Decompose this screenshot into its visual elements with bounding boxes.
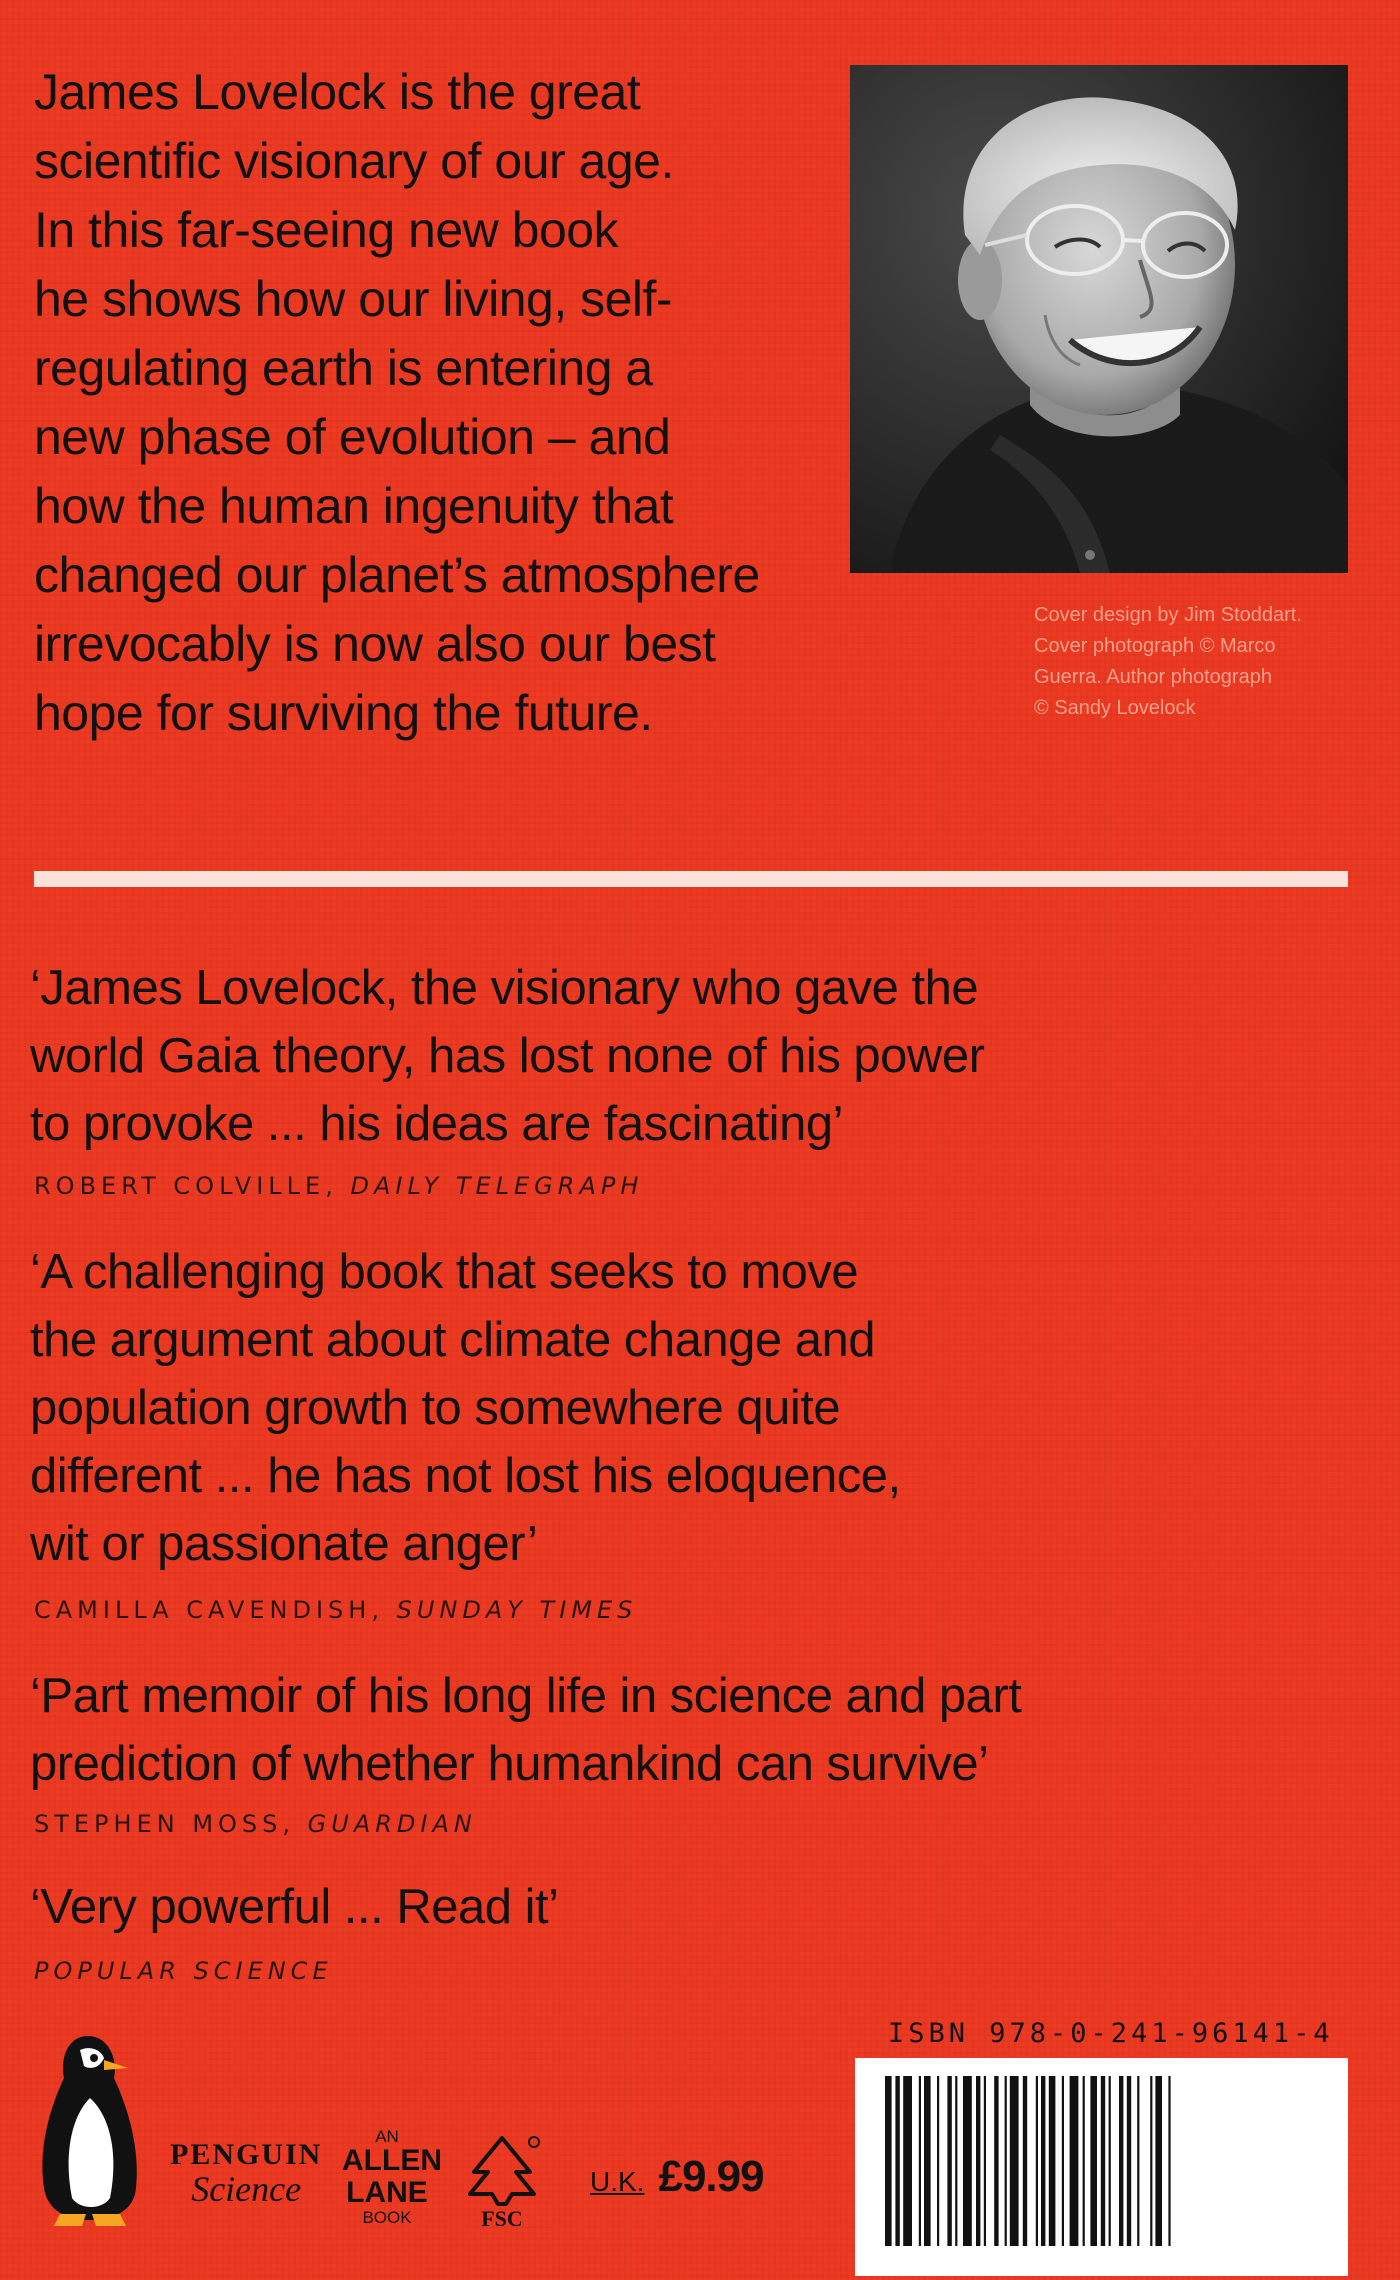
quote-line: different ... he has not lost his eloquence, [30,1449,901,1503]
credits-line: Guerra. Author photograph [1034,666,1272,688]
barcode-bar [1010,2076,1019,2246]
quote-line: wit or passionate anger’ [30,1517,538,1571]
author-photo [850,65,1348,573]
blurb-line: new phase of evolution – and [34,409,671,465]
barcode-bar [885,2076,892,2246]
price-amount: £9.99 [658,2152,764,2201]
credits-line: Cover design by Jim Stoddart. [1034,604,1302,626]
review-author: CAMILLA CAVENDISH, [34,1596,384,1624]
price-region: U.K. [590,2166,645,2197]
blurb-line: changed our planet’s atmosphere [34,547,760,603]
barcode-bar [1070,2076,1079,2246]
barcode-bar [1101,2076,1105,2246]
imprint-science: Science [191,2169,302,2209]
barcode-bar [937,2076,939,2246]
barcode-bar [903,2076,912,2246]
imprint-lane: LANE [346,2176,428,2209]
barcode [855,2058,1348,2276]
review-quote [30,954,1230,1158]
review-source: GUARDIAN [307,1810,477,1838]
blurb-line: irrevocably is now also our best [34,616,716,672]
fsc-label: FSC [481,2206,523,2231]
barcode-bar [1127,2076,1131,2246]
imprint-an: AN [375,2127,399,2146]
quote-line: prediction of whether humankind can survive’ [30,1737,989,1791]
blurb-line: hope for surviving the future. [34,685,653,741]
barcode-bar [1137,2076,1139,2246]
barcode-bar [1109,2076,1111,2246]
review-source: SUNDAY TIMES [396,1596,638,1624]
barcode-bar [919,2076,921,2246]
back-cover-blurb [34,58,834,748]
barcode-bar [1168,2076,1170,2246]
review-quote [30,1873,1230,1941]
price [590,2152,764,2202]
penguin-science-imprint [170,2138,322,2210]
barcode-bar [976,2076,980,2246]
barcode-bar [947,2076,951,2246]
review-author: ROBERT COLVILLE, [34,1172,338,1200]
barcode-bar [963,2076,972,2246]
barcode-bar [994,2076,998,2246]
quote-line: ‘A challenging book that seeks to move [30,1245,859,1299]
blurb-line: regulating earth is entering a [34,340,653,396]
quote-line: ‘Very powerful ... Read it’ [30,1880,559,1934]
quote-line: world Gaia theory, has lost none of his power [30,1029,985,1083]
quote-line: ‘James Lovelock, the visionary who gave the [30,961,979,1015]
quote-line: population growth to somewhere quite [30,1381,841,1435]
quote-line: ‘Part memoir of his long life in science and part [30,1669,1022,1723]
barcode-bar [1023,2076,1027,2246]
quote-line: the argument about climate change and [30,1313,876,1367]
blurb-line: he shows how our living, self- [34,271,673,327]
barcode-bar [1062,2076,1064,2246]
barcode-bar [1090,2076,1097,2246]
review-attribution [34,1810,477,1838]
blurb-line: scientific visionary of our age. [34,133,674,189]
barcode-bar [1150,2076,1152,2246]
imprint-allen: ALLEN [342,2144,442,2177]
section-divider [34,871,1348,887]
barcode-bar [1036,2076,1038,2246]
review-author: STEPHEN MOSS, [34,1810,296,1838]
review-source: POPULAR SCIENCE [34,1957,333,1985]
imprint-penguin: PENGUIN [170,2138,323,2171]
quote-line: to provoke ... his ideas are fascinating’ [30,1097,843,1151]
author-portrait-image [850,65,1348,573]
blurb-line: In this far-seeing new book [34,202,619,258]
credits-line: Cover photograph © Marco [1034,635,1276,657]
barcode-bar [1005,2076,1007,2246]
barcode-bar [895,2076,899,2246]
review-attribution [34,1596,637,1624]
review-attribution [34,1957,333,1985]
barcode-bar [1119,2076,1123,2246]
barcode-bar [955,2076,957,2246]
review-attribution [34,1172,643,1200]
barcode-bar [1155,2076,1162,2246]
review-source: DAILY TELEGRAPH [350,1172,644,1200]
review-quote [30,1662,1230,1798]
review-quote [30,1238,1230,1578]
cover-credits [1034,600,1354,724]
barcode-bar [1049,2076,1056,2246]
barcode-bars [855,2058,1348,2276]
barcode-bar [984,2076,986,2246]
imprint-book: BOOK [362,2208,412,2227]
isbn-number: ISBN 978-0-241-96141-4 [888,2018,1334,2049]
barcode-bar [1083,2076,1085,2246]
barcode-bar [1041,2076,1045,2246]
credits-line: © Sandy Lovelock [1034,697,1196,719]
fsc-logo-icon [462,2132,542,2232]
blurb-line: James Lovelock is the great [34,64,641,120]
blurb-line: how the human ingenuity that [34,478,674,534]
penguin-logo-icon [30,2028,148,2228]
barcode-bar [924,2076,931,2246]
allen-lane-imprint [342,2127,442,2227]
